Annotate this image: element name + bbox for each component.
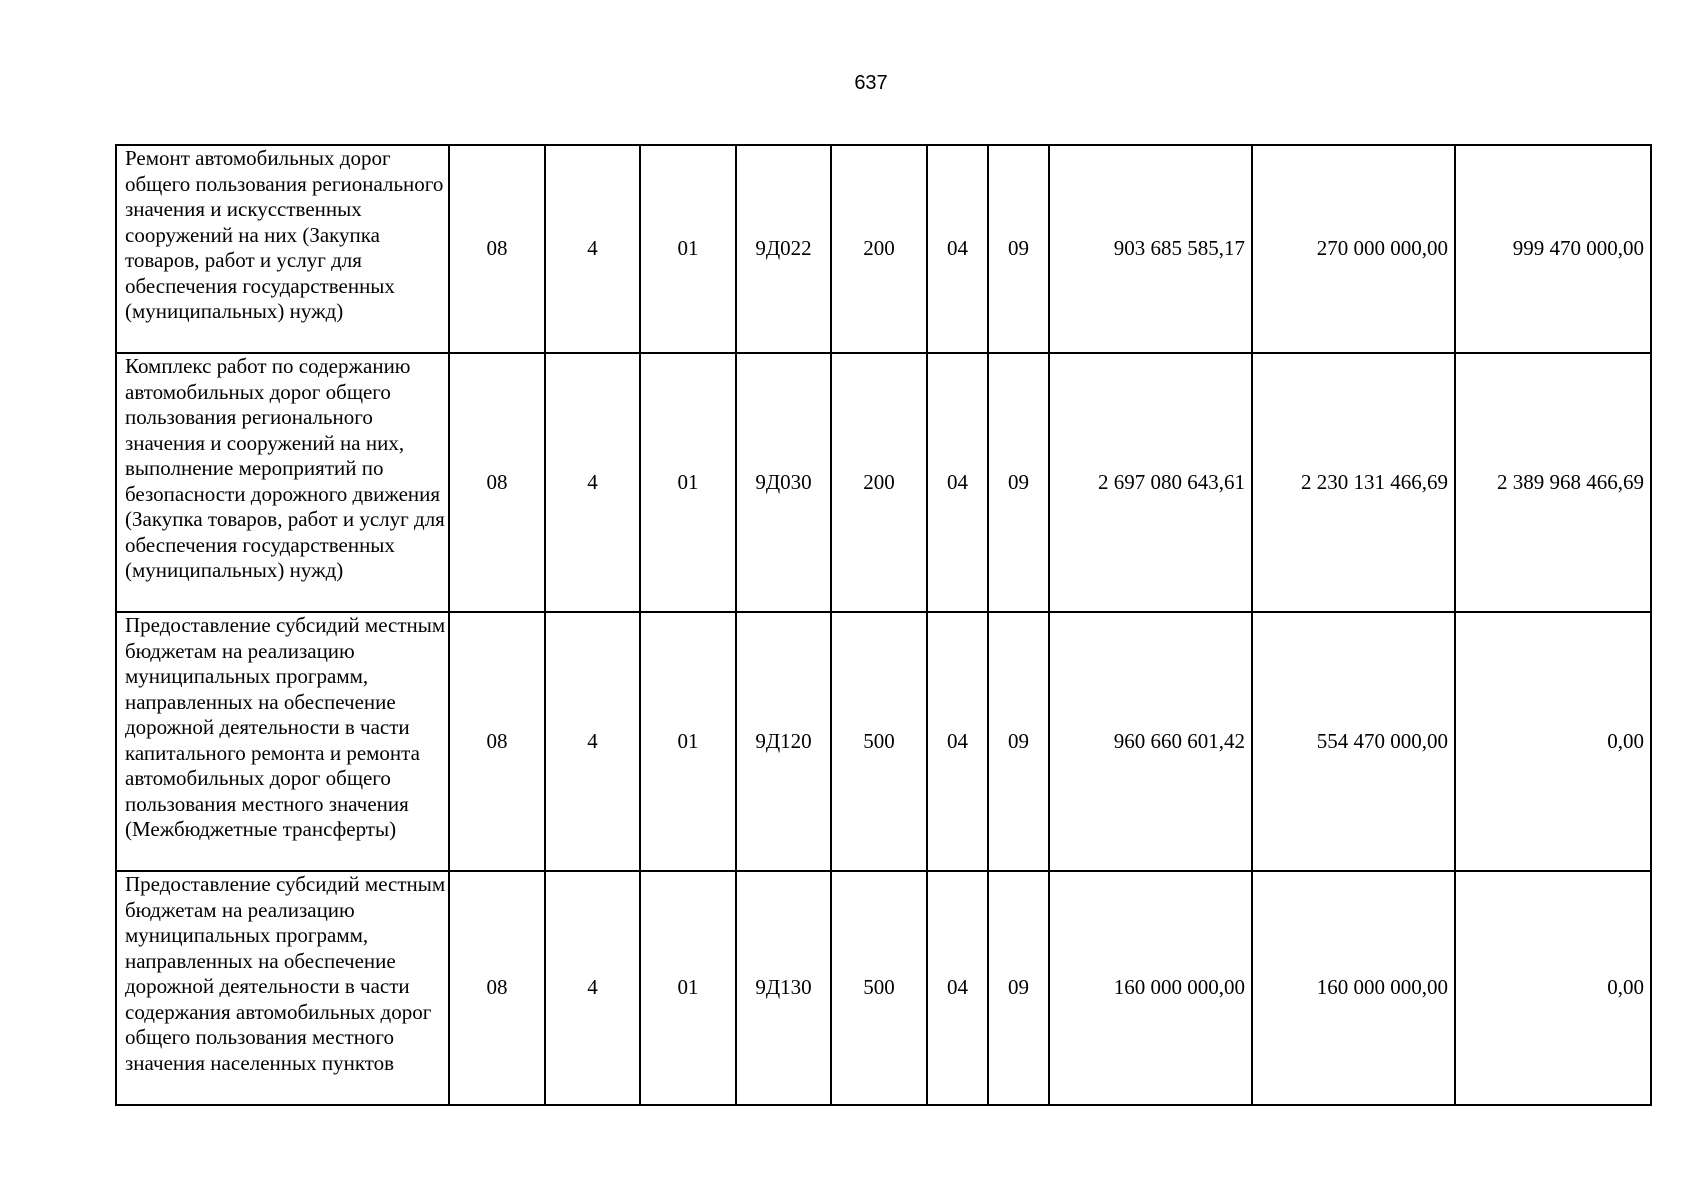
row-name: Предоставление субсидий местным бюджетам на реализацию муниципальных программ, направленных на обеспечение дорожной деятельности в части капитального ремонта и ремонта автомобильных дорог общего пользования местного значения (Межбюджетные трансферты) [116, 612, 449, 871]
table-row [116, 145, 1651, 353]
code-cell: 04 [927, 612, 988, 871]
code-cell: 09 [988, 871, 1049, 1105]
code-cell: 500 [831, 612, 927, 871]
amount-cell: 999 470 000,00 [1455, 145, 1651, 353]
amount-cell: 960 660 601,42 [1049, 612, 1252, 871]
row-name: Комплекс работ по содержанию автомобильных дорог общего пользования регионального значения и сооружений на них, выполнение мероприятий по безопасности дорожного движения (Закупка товаров, работ и услуг для обеспечения государственных (муниципальных) нужд) [116, 353, 449, 612]
row-name: Предоставление субсидий местным бюджетам на реализацию муниципальных программ, направленных на обеспечение дорожной деятельности в части содержания автомобильных дорог общего пользования местного значения населенных пунктов [116, 871, 449, 1105]
code-cell: 01 [640, 145, 736, 353]
amount-cell: 554 470 000,00 [1252, 612, 1455, 871]
amount-cell: 2 230 131 466,69 [1252, 353, 1455, 612]
table-row [116, 612, 1651, 871]
amount-cell: 2 697 080 643,61 [1049, 353, 1252, 612]
amount-cell: 903 685 585,17 [1049, 145, 1252, 353]
page-number: 637 [854, 72, 888, 94]
code-cell: 200 [831, 353, 927, 612]
budget-table [115, 144, 1652, 1106]
code-cell: 08 [449, 871, 545, 1105]
code-cell: 4 [545, 145, 640, 353]
row-name: Ремонт автомобильных дорог общего пользования регионального значения и искусственных сооружений на них (Закупка товаров, работ и услуг для обеспечения государственных (муниципальных) нужд) [116, 145, 449, 353]
code-cell: 9Д030 [736, 353, 831, 612]
code-cell: 09 [988, 353, 1049, 612]
table-row [116, 353, 1651, 612]
code-cell: 08 [449, 353, 545, 612]
code-cell: 01 [640, 612, 736, 871]
code-cell: 04 [927, 871, 988, 1105]
code-cell: 4 [545, 353, 640, 612]
code-cell: 4 [545, 871, 640, 1105]
code-cell: 9Д022 [736, 145, 831, 353]
code-cell: 09 [988, 145, 1049, 353]
code-cell: 08 [449, 145, 545, 353]
amount-cell: 2 389 968 466,69 [1455, 353, 1651, 612]
code-cell: 01 [640, 871, 736, 1105]
code-cell: 08 [449, 612, 545, 871]
amount-cell: 160 000 000,00 [1049, 871, 1252, 1105]
amount-cell: 270 000 000,00 [1252, 145, 1455, 353]
code-cell: 500 [831, 871, 927, 1105]
code-cell: 200 [831, 145, 927, 353]
code-cell: 4 [545, 612, 640, 871]
code-cell: 9Д130 [736, 871, 831, 1105]
amount-cell: 0,00 [1455, 612, 1651, 871]
code-cell: 9Д120 [736, 612, 831, 871]
amount-cell: 160 000 000,00 [1252, 871, 1455, 1105]
code-cell: 04 [927, 353, 988, 612]
code-cell: 09 [988, 612, 1049, 871]
code-cell: 04 [927, 145, 988, 353]
code-cell: 01 [640, 353, 736, 612]
amount-cell: 0,00 [1455, 871, 1651, 1105]
table-row [116, 871, 1651, 1105]
